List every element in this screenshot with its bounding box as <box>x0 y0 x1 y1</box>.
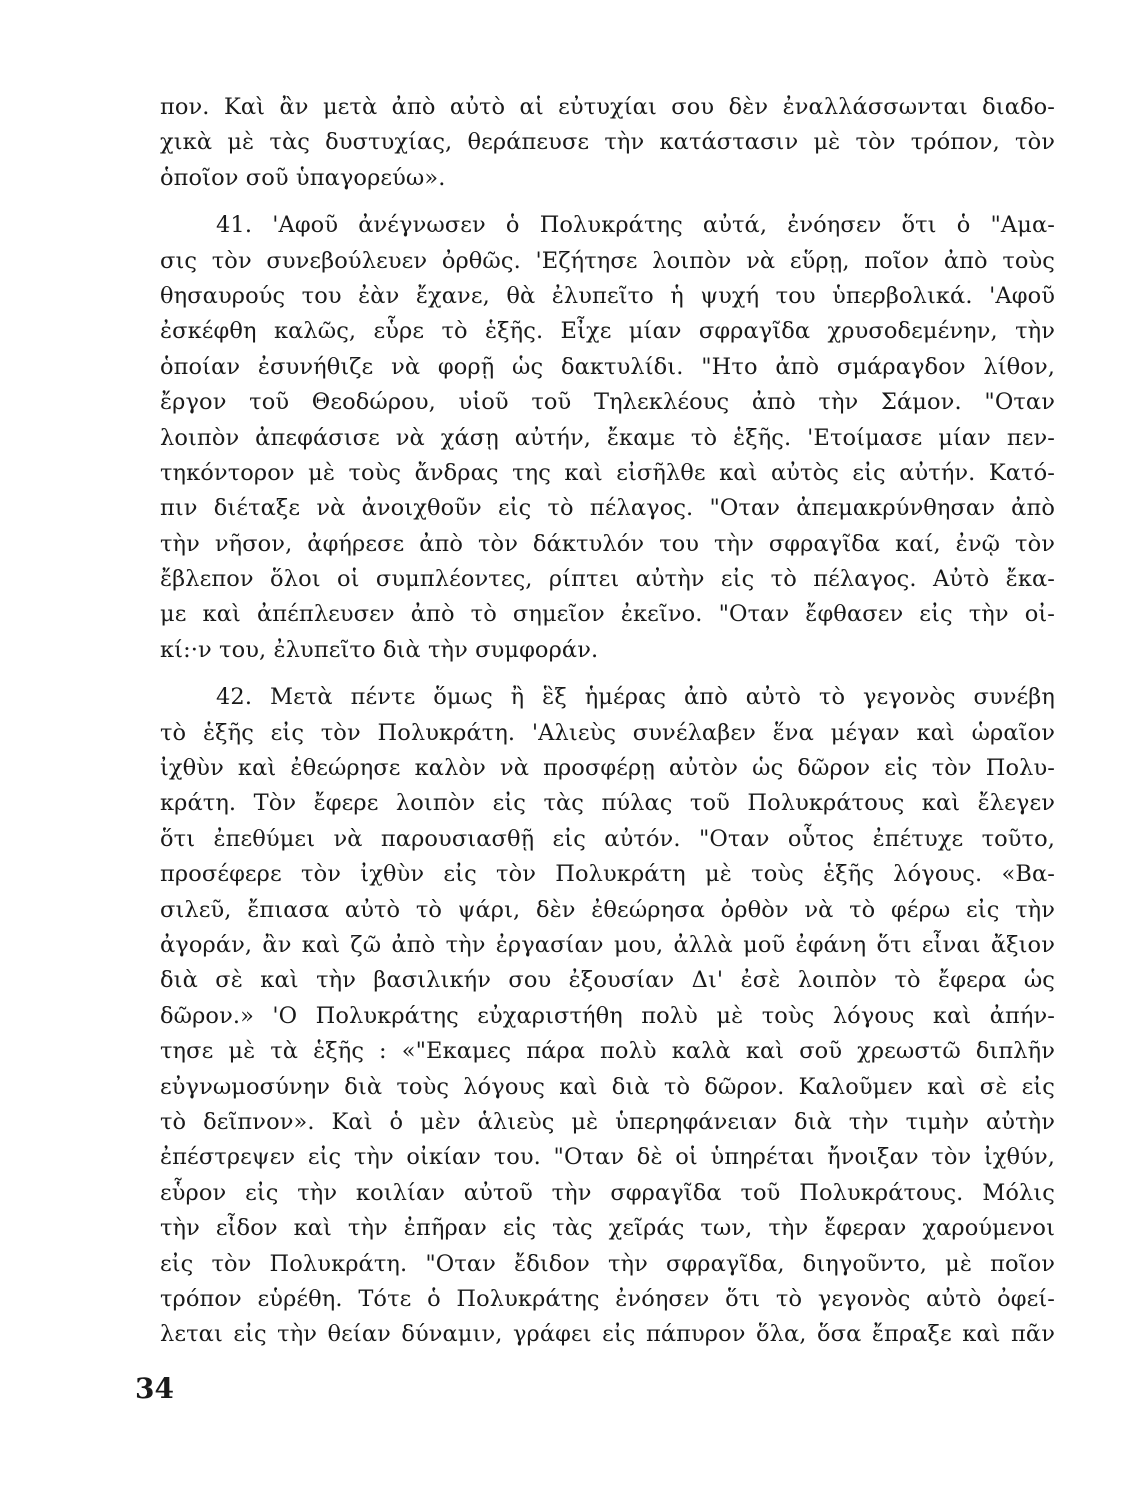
text-line: τὴν εἶδον καὶ τὴν ἐπῆραν εἰς τὰς χεῖράς των, τὴν ἔφεραν χαρούμενοι <box>160 1215 1055 1242</box>
text-line: εὗρον εἰς τὴν κοιλίαν αὐτοῦ τὴν σφραγῖδα τοῦ Πολυκράτους. Μόλις <box>160 1179 1055 1206</box>
text-line: εἰς τὸν Πολυκράτη. "Οταν ἔδιδον τὴν σφραγῖδα, διηγοῦντο, μὲ ποῖον <box>160 1250 1055 1277</box>
text-line: ἐπέστρεψεν εἰς τὴν οἰκίαν του. "Οταν δὲ οἱ ὑπηρέται ἤνοιξαν τὸν ἰχθύν, <box>160 1144 1055 1171</box>
paragraph-42 <box>160 680 1055 1352</box>
text-line: ὅτι ἐπεθύμει νὰ παρουσιασθῇ εἰς αὐτόν. "Οταν οὗτος ἐπέτυχε τοῦτο, <box>160 825 1055 852</box>
text-line: εὐγνωμοσύνην διὰ τοὺς λόγους καὶ διὰ τὸ δῶρον. Καλοῦμεν καὶ σὲ εἰς <box>160 1073 1055 1100</box>
text-line: σις τὸν συνεβούλευεν ὀρθῶς. 'Εζήτησε λοιπὸν νὰ εὕρῃ, ποῖον ἀπὸ τοὺς <box>160 247 1055 274</box>
text-line: πον. Καὶ ἂν μετὰ ἀπὸ αὐτὸ αἱ εὐτυχίαι σου δὲν ἐναλλάσσωνται διαδο- <box>160 94 1055 120</box>
text-line: ἀγοράν, ἂν καὶ ζῶ ἀπὸ τὴν ἐργασίαν μου, ἀλλὰ μοῦ ἐφάνη ὅτι εἶναι ἄξιον <box>160 931 1055 958</box>
text-line: κράτη. Τὸν ἔφερε λοιπὸν εἰς τὰς πύλας τοῦ Πολυκράτους καὶ ἔλεγεν <box>160 790 1055 817</box>
text-line: ἔργον τοῦ Θεοδώρου, υἱοῦ τοῦ Τηλεκλέους ἀπὸ τὴν Σάμον. "Οταν <box>160 389 1055 416</box>
text-line: τησε μὲ τὰ ἑξῆς : «"Εκαμες πάρα πολὺ καλὰ καὶ σοῦ χρεωστῶ διπλῆν <box>160 1038 1055 1065</box>
text-line: τὸ ἑξῆς εἰς τὸν Πολυκράτη. 'Αλιεὺς συνέλαβεν ἕνα μέγαν καὶ ὡραῖον <box>160 719 1055 746</box>
text-line: ὁποῖον σοῦ ὑπαγορεύω». <box>160 164 446 191</box>
text-line: τηκόντορον μὲ τοὺς ἄνδρας της καὶ εἰσῆλθε καὶ αὐτὸς εἰς αὐτήν. Κατό- <box>160 459 1055 486</box>
text-line: τρόπον εὑρέθη. Τότε ὁ Πολυκράτης ἐνόησεν ὅτι τὸ γεγονὸς αὐτὸ ὀφεί- <box>160 1285 1055 1312</box>
page-number: 34 <box>135 1372 174 1405</box>
text-line: προσέφερε τὸν ἰχθὺν εἰς τὸν Πολυκράτη μὲ τοὺς ἑξῆς λόγους. «Βα- <box>160 861 1055 888</box>
paragraph-continuation <box>160 90 1055 196</box>
text-line: δῶρον.» 'Ο Πολυκράτης εὐχαριστήθη πολὺ μὲ τοὺς λόγους καὶ ἀπήν- <box>160 1002 1055 1029</box>
body-text <box>160 90 1055 1353</box>
text-line: λοιπὸν ἀπεφάσισε νὰ χάσῃ αὐτήν, ἔκαμε τὸ ἑξῆς. 'Ετοίμασε μίαν πεν- <box>160 424 1055 451</box>
text-line: ἰχθὺν καὶ ἐθεώρησε καλὸν νὰ προσφέρῃ αὐτὸν ὡς δῶρον εἰς τὸν Πολυ- <box>160 755 1055 782</box>
text-line: λεται εἰς τὴν θείαν δύναμιν, γράφει εἰς πάπυρον ὅλα, ὅσα ἔπραξε καὶ πᾶν <box>160 1321 1055 1348</box>
text-line: ἐσκέφθη καλῶς, εὗρε τὸ ἑξῆς. Εἶχε μίαν σφραγῖδα χρυσοδεμένην, τὴν <box>160 318 1055 345</box>
text-line: διὰ σὲ καὶ τὴν βασιλικήν σου ἐξουσίαν Δι' ἐσὲ λοιπὸν τὸ ἔφερα ὡς <box>160 967 1055 994</box>
text-line: 42. Μετὰ πέντε ὅμως ἢ ἓξ ἡμέρας ἀπὸ αὐτὸ τὸ γεγονὸς συνέβη <box>216 684 1055 711</box>
paragraph-41 <box>160 208 1055 668</box>
text-line: 41. 'Αφοῦ ἀνέγνωσεν ὁ Πολυκράτης αὐτά, ἐνόησεν ὅτι ὁ "Αμα- <box>216 212 1055 239</box>
text-line: ἔβλεπον ὅλοι οἱ συμπλέοντες, ρίπτει αὐτὴν εἰς τὸ πέλαγος. Αὐτὸ ἔκα- <box>160 566 1055 593</box>
paragraph-gap <box>160 668 1055 680</box>
text-line: με καὶ ἀπέπλευσεν ἀπὸ τὸ σημεῖον ἐκεῖνο. "Οταν ἔφθασεν εἰς τὴν οἰ- <box>160 601 1055 628</box>
text-line: κί:·ν του, ἐλυπεῖτο διὰ τὴν συμφοράν. <box>160 636 599 663</box>
text-line: χικὰ μὲ τὰς δυστυχίας, θεράπευσε τὴν κατάστασιν μὲ τὸν τρόπον, τὸν <box>160 129 1055 156</box>
text-line: ὁποίαν ἐσυνήθιζε νὰ φορῇ ὡς δακτυλίδι. "Ητο ἀπὸ σμάραγδον λίθον, <box>160 353 1055 380</box>
text-line: σιλεῦ, ἔπιασα αὐτὸ τὸ ψάρι, δὲν ἐθεώρησα ὀρθὸν νὰ τὸ φέρω εἰς τὴν <box>160 896 1055 923</box>
text-line: πιν διέταξε νὰ ἀνοιχθοῦν εἰς τὸ πέλαγος. "Οταν ἀπεμακρύνθησαν ἀπὸ <box>160 495 1055 522</box>
text-line: θησαυρούς του ἐὰν ἔχανε, θὰ ἐλυπεῖτο ἡ ψυχή του ὑπερβολικά. 'Αφοῦ <box>160 282 1055 309</box>
text-line: τὴν νῆσον, ἀφήρεσε ἀπὸ τὸν δάκτυλόν του τὴν σφραγῖδα καί, ἐνῷ τὸν <box>160 530 1055 557</box>
text-line: τὸ δεῖπνον». Καὶ ὁ μὲν ἁλιεὺς μὲ ὑπερηφάνειαν διὰ τὴν τιμὴν αὐτὴν <box>160 1108 1055 1135</box>
paragraph-gap <box>160 196 1055 208</box>
